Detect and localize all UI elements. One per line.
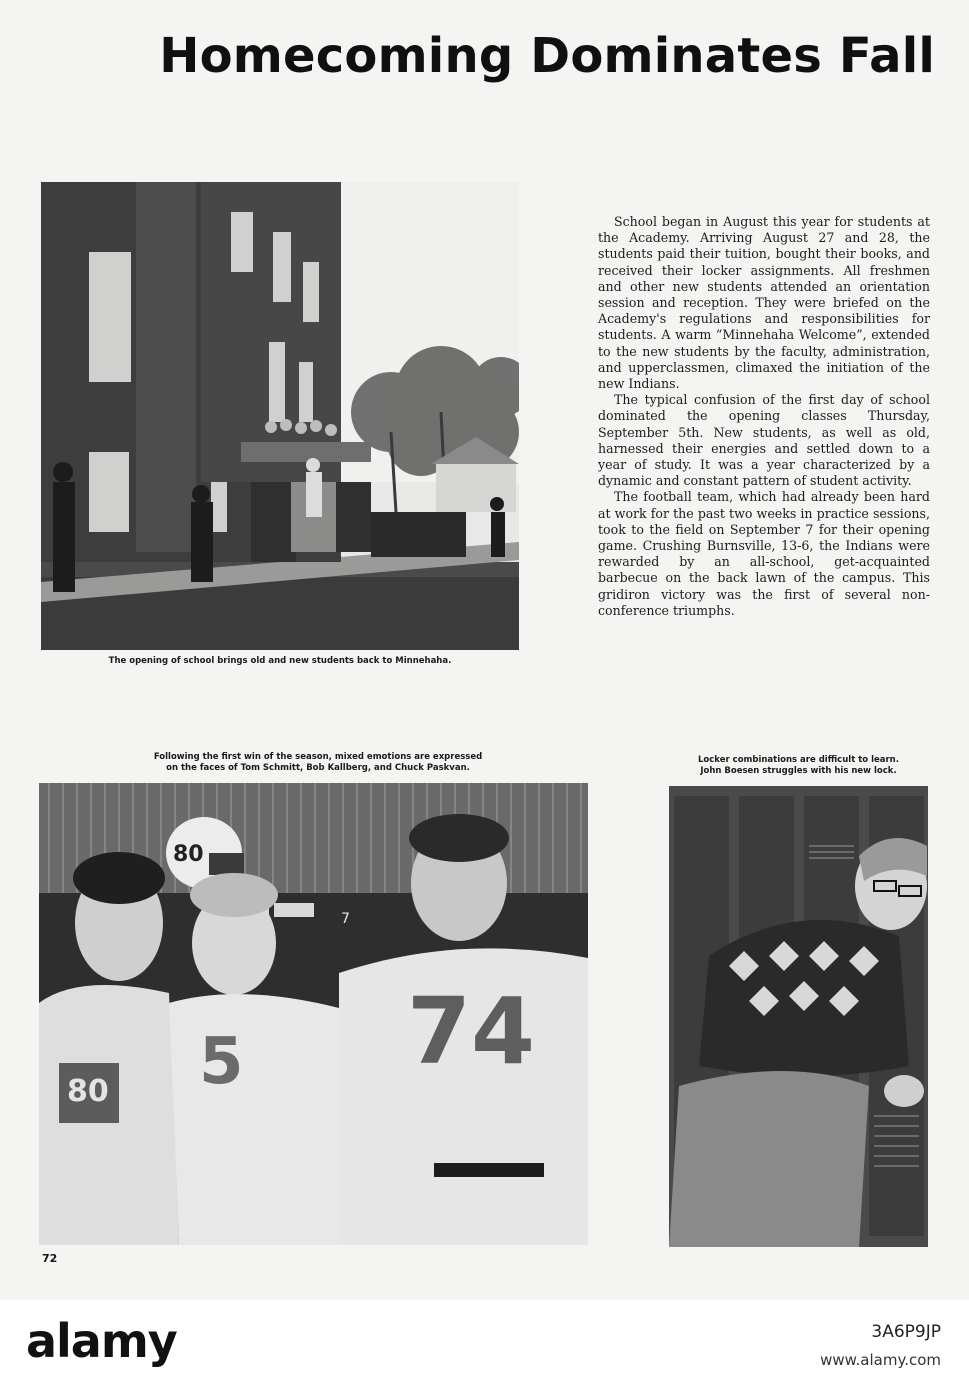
alamy-logo: alamy <box>26 1314 177 1368</box>
article-paragraph-2: The typical confusion of the first day of school dominated the opening classes Thursday, September 5th. New students, as well as old, harnessed their energies and settled down to a year of study. It was a year characterized by a dynamic and constant pattern of student activity. <box>598 392 930 489</box>
school-building-photo <box>41 182 519 650</box>
locker-caption-line-1: Locker combinations are difficult to learn. <box>698 755 899 765</box>
locker-photo-caption <box>669 755 928 777</box>
football-photo-caption <box>118 752 518 774</box>
jersey-number-5: 5 <box>199 1025 244 1099</box>
jersey-number-80: 80 <box>67 1074 109 1109</box>
helmet-number: 80 <box>173 842 204 867</box>
locker-caption-line-2: John Boesen struggles with his new lock. <box>700 766 897 776</box>
page-title: Homecoming Dominates Fall <box>159 28 935 84</box>
article-paragraph-1: School began in August this year for students at the Academy. Arriving August 27 and 28, the students paid their tuition, bought their books, and received their locker assignments. All freshmen and other new students attended an orientation session and reception. They were briefed on the Academy's regulations and responsibilities for students. A warm “Minnehaha Welcome”, extended to the new students by the faculty, administration, and upperclassmen, climaxed the initiation of the new Indians. <box>598 214 930 392</box>
locker-number-7: 7 <box>341 911 350 927</box>
jersey-number-74: 74 <box>407 978 536 1085</box>
page-number: 72 <box>42 1252 58 1265</box>
building-photo-caption: The opening of school brings old and new students back to Minnehaha. <box>108 656 452 666</box>
football-caption-line-2: on the faces of Tom Schmitt, Bob Kallberg, and Chuck Paskvan. <box>166 763 470 773</box>
article-paragraph-3: The football team, which had already been hard at work for the past two weeks in practice sessions, took to the field on September 7 for their opening game. Crushing Burnsville, 13-6, the Indians were rewarded by an all-school, get-acquainted barbecue on the back lawn of the campus. This gridiron victory was the first of several non-conference triumphs. <box>598 489 930 618</box>
stock-watermark-bar <box>0 1300 969 1390</box>
article-body <box>598 214 930 619</box>
football-players-photo <box>39 783 588 1245</box>
locker-student-photo <box>669 786 928 1247</box>
stock-image-id: 3A6P9JP <box>871 1322 941 1342</box>
stock-site-url: www.alamy.com <box>820 1351 941 1369</box>
football-caption-line-1: Following the first win of the season, mixed emotions are expressed <box>153 752 483 762</box>
